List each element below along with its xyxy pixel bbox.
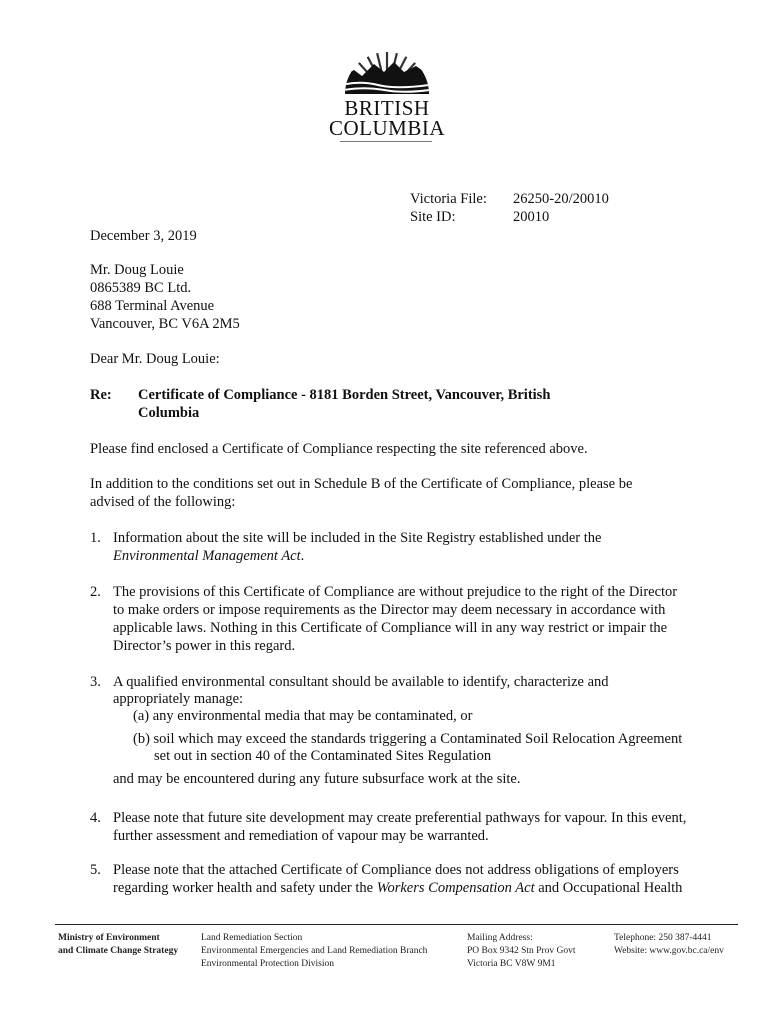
logo-wordmark-columbia: COLUMBIA bbox=[328, 116, 445, 140]
list-item-text: Please note that future site development may create preferential pathways for vapour. In this event, bbox=[113, 810, 687, 826]
logo-divider bbox=[340, 141, 432, 142]
sub-item-b: (b) soil which may exceed the standards triggering a Contaminated Soil Relocation Agreement bbox=[133, 731, 683, 747]
address-line: Mr. Doug Louie bbox=[90, 262, 184, 278]
list-item-number: 2. bbox=[90, 584, 101, 600]
list-item-text: applicable laws. Nothing in this Certificate of Compliance will in any way restrict or impair the bbox=[113, 620, 668, 636]
victoria-file-value: 26250-20/20010 bbox=[513, 191, 609, 207]
letter-date: December 3, 2019 bbox=[90, 228, 197, 244]
sub-item-a: (a) any environmental media that may be contaminated, or bbox=[133, 708, 473, 724]
victoria-file-label: Victoria File: bbox=[410, 191, 487, 207]
file-reference-block bbox=[410, 190, 609, 226]
logo-wordmark-british: BRITISH bbox=[344, 96, 430, 120]
footer-website: Website: www.gov.bc.ca/env bbox=[614, 946, 724, 956]
footer-section: Environmental Protection Division bbox=[201, 959, 334, 969]
list-item-number: 4. bbox=[90, 810, 101, 826]
list-item-text: Please note that the attached Certificate of Compliance does not address obligations of employers bbox=[113, 862, 679, 878]
site-id-label: Site ID: bbox=[410, 209, 456, 225]
list-item-number: 3. bbox=[90, 674, 101, 690]
list-item-text: Environmental Management Act. bbox=[113, 548, 305, 564]
footer-mailing: Victoria BC V8W 9M1 bbox=[467, 959, 556, 969]
paragraph-enclosed: Please find enclosed a Certificate of Compliance respecting the site referenced above. bbox=[90, 441, 588, 457]
paragraph-conditions: advised of the following: bbox=[90, 494, 236, 510]
footer-section: Environmental Emergencies and Land Remediation Branch bbox=[201, 946, 428, 956]
re-label: Re: bbox=[90, 387, 112, 403]
bc-logo-emblem bbox=[328, 34, 446, 98]
footer-mailing: PO Box 9342 Stn Prov Govt bbox=[467, 946, 576, 956]
list-item-text: Director’s power in this regard. bbox=[113, 638, 296, 654]
re-subject-line: Certificate of Compliance - 8181 Borden Street, Vancouver, British bbox=[138, 387, 551, 403]
sub-item-b: set out in section 40 of the Contaminated Sites Regulation bbox=[154, 748, 492, 764]
paragraph-conditions: In addition to the conditions set out in Schedule B of the Certificate of Compliance, please be bbox=[90, 476, 633, 492]
act-name: Environmental Management Act bbox=[113, 548, 301, 564]
site-id-value: 20010 bbox=[513, 209, 550, 225]
list-item-text: Information about the site will be included in the Site Registry established under the bbox=[113, 530, 602, 546]
address-line: 688 Terminal Avenue bbox=[90, 298, 215, 314]
footer-section: Land Remediation Section bbox=[201, 933, 303, 943]
act-name: Workers Compensation Act bbox=[376, 880, 535, 896]
list-item-number: 1. bbox=[90, 530, 101, 546]
list-item-text: to make orders or impose requirements as the Director may deem necessary in accordance with bbox=[113, 602, 666, 618]
list-item-number: 5. bbox=[90, 862, 101, 878]
address-line: 0865389 BC Ltd. bbox=[90, 280, 192, 296]
salutation: Dear Mr. Doug Louie: bbox=[90, 351, 220, 367]
re-subject-line: Columbia bbox=[138, 405, 200, 421]
footer-ministry: and Climate Change Strategy bbox=[58, 946, 179, 956]
list-item-text: and may be encountered during any future subsurface work at the site. bbox=[113, 771, 521, 787]
list-item-text: further assessment and remediation of vapour may be warranted. bbox=[113, 828, 489, 844]
footer-divider bbox=[55, 924, 738, 925]
footer-mailing: Mailing Address: bbox=[467, 933, 533, 943]
list-item-text: The provisions of this Certificate of Compliance are without prejudice to the right of the Director bbox=[113, 584, 678, 600]
footer-ministry: Ministry of Environment bbox=[58, 933, 160, 943]
address-line: Vancouver, BC V6A 2M5 bbox=[90, 316, 240, 332]
list-item-text: regarding worker health and safety under the Workers Compensation Act and Occupational Health bbox=[113, 880, 683, 896]
footer-telephone: Telephone: 250 387-4441 bbox=[614, 933, 712, 943]
list-item-text: appropriately manage: bbox=[113, 691, 244, 707]
list-item-text: A qualified environmental consultant should be available to identify, characterize and bbox=[113, 674, 609, 690]
